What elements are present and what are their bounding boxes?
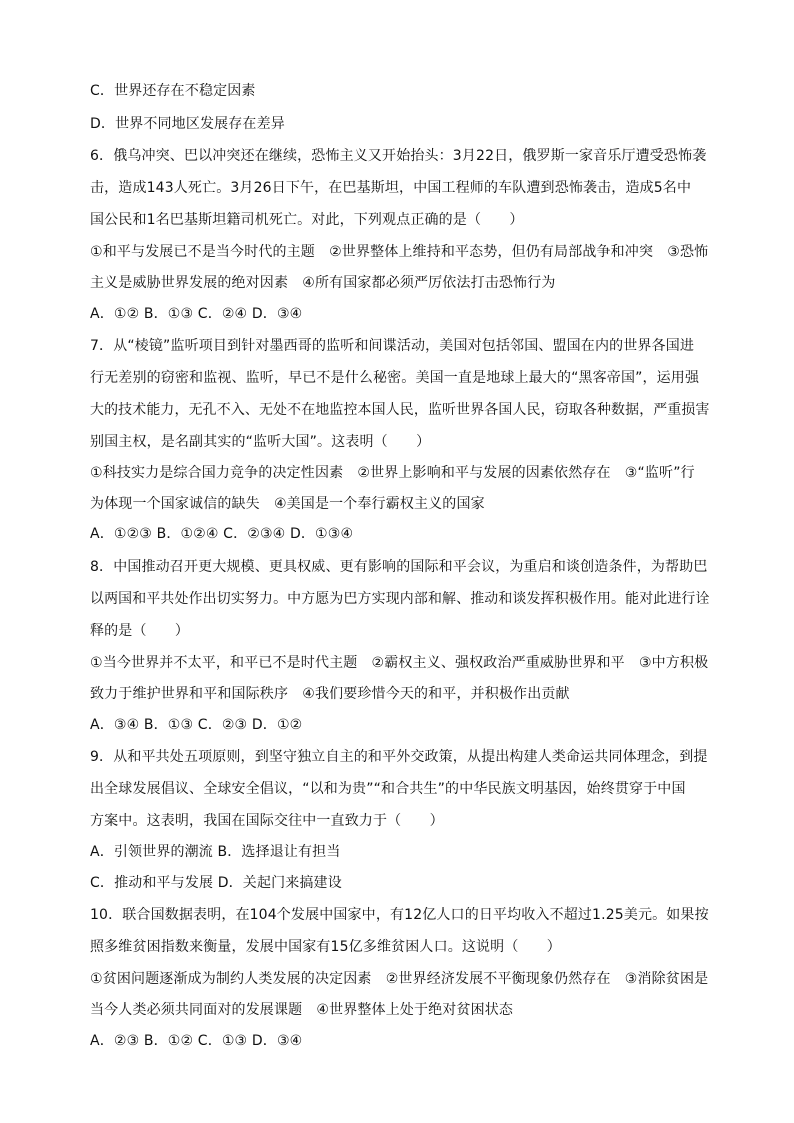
q10-statements-line-1: ①贫困问题逐渐成为制约人类发展的决定因素 ②世界经济发展不平衡现象仍然存在 ③消除贫困是 bbox=[90, 971, 709, 987]
q6-stem-line-1: 6．俄乌冲突、巴以冲突还在继续，恐怖主义又开始抬头：3月22日，俄罗斯一家音乐厅遭受恐怖袭 bbox=[90, 148, 707, 164]
q7-stem-line-4: 别国主权，是名副其实的“监听大国”。这表明（ ） bbox=[90, 434, 431, 450]
q7-options: A．①②③ B．①②④ C．②③④ D．①③④ bbox=[90, 526, 354, 542]
option-c-line: C．世界还存在不稳定因素 bbox=[90, 83, 256, 99]
q7-stem-line-3: 大的技术能力，无孔不入、无处不在地监控本国人民，监听世界各国人民，窃取各种数据，严重损害 bbox=[90, 402, 710, 418]
q7-stem-line-2: 行无差别的窃密和监视、监听，早已不是什么秘密。美国一直是地球上最大的“黑客帝国”，运用强 bbox=[90, 370, 700, 386]
q9-stem-line-1: 9．从和平共处五项原则，到坚守独立自主的和平外交政策，从提出构建人类命运共同体理念，到提 bbox=[90, 749, 708, 765]
q6-stem-line-2: 击，造成143人死亡。3月26日下午，在巴基斯坦，中国工程师的车队遭到恐怖袭击，造成5名中 bbox=[90, 180, 692, 196]
q8-stem-line-1: 8．中国推动召开更大规模、更具权威、更有影响的国际和平会议，为重启和谈创造条件，为帮助巴 bbox=[90, 559, 708, 575]
q9-stem-line-3: 方案中。这表明，我国在国际交往中一直致力于（ ） bbox=[90, 813, 444, 829]
q6-options: A．①② B．①③ C．②④ D．③④ bbox=[90, 306, 303, 322]
q7-stem-line-1: 7．从“棱镜”监听项目到针对墨西哥的监听和间谍活动，美国对包括邻国、盟国在内的世界各国进 bbox=[90, 338, 695, 354]
q8-options: A．③④ B．①③ C．②③ D．①② bbox=[90, 717, 303, 733]
q10-stem-line-2: 照多维贫困指数来衡量，发展中国家有15亿多维贫困人口。这说明（ ） bbox=[90, 939, 561, 955]
q8-stem-line-3: 释的是（ ） bbox=[90, 623, 190, 639]
q9-stem-line-2: 出全球发展倡议、全球安全倡议，“以和为贵”“和合共生”的中华民族文明基因，始终贯穿于中国 bbox=[90, 781, 686, 797]
q6-stem-line-3: 国公民和1名巴基斯坦籍司机死亡。对此，下列观点正确的是（ ） bbox=[90, 212, 524, 228]
q7-statements-line-2: 为体现一个国家诚信的缺失 ④美国是一个奉行霸权主义的国家 bbox=[90, 496, 485, 512]
q6-statements-line-2: 主义是威胁世界发展的绝对因素 ④所有国家都必须严厉依法打击恐怖行为 bbox=[90, 275, 556, 291]
option-d-line: D．世界不同地区发展存在差异 bbox=[90, 116, 285, 132]
q8-stem-line-2: 以两国和平共处作出切实努力。中方愿为巴方实现内部和解、推动和谈发挥积极作用。能对此进行诠 bbox=[90, 591, 710, 607]
q8-statements-line-2: 致力于维护世界和平和国际秩序 ④我们要珍惜今天的和平，并积极作出贡献 bbox=[90, 686, 570, 702]
q6-statements-line-1: ①和平与发展已不是当今时代的主题 ②世界整体上维持和平态势，但仍有局部战争和冲突 ③恐怖 bbox=[90, 244, 709, 260]
q8-statements-line-1: ①当今世界并不太平，和平已不是时代主题 ②霸权主义、强权政治严重威胁世界和平 ③中方积极 bbox=[90, 655, 709, 671]
q10-stem-line-1: 10．联合国数据表明，在104个发展中国家中，有12亿人口的日平均收入不超过1.25美元。如果按 bbox=[90, 907, 709, 923]
q9-options-row-1: A．引领世界的潮流 B．选择退让有担当 bbox=[90, 844, 341, 860]
q10-statements-line-2: 当今人类必须共同面对的发展课题 ④世界整体上处于绝对贫困状态 bbox=[90, 1002, 514, 1018]
q9-options-row-2: C．推动和平与发展 D．关起门来搞建设 bbox=[90, 875, 342, 891]
q7-statements-line-1: ①科技实力是综合国力竞争的决定性因素 ②世界上影响和平与发展的因素依然存在 ③“监听”行 bbox=[90, 465, 695, 481]
q10-options: A．②③ B．①② C．①③ D．③④ bbox=[90, 1033, 303, 1049]
